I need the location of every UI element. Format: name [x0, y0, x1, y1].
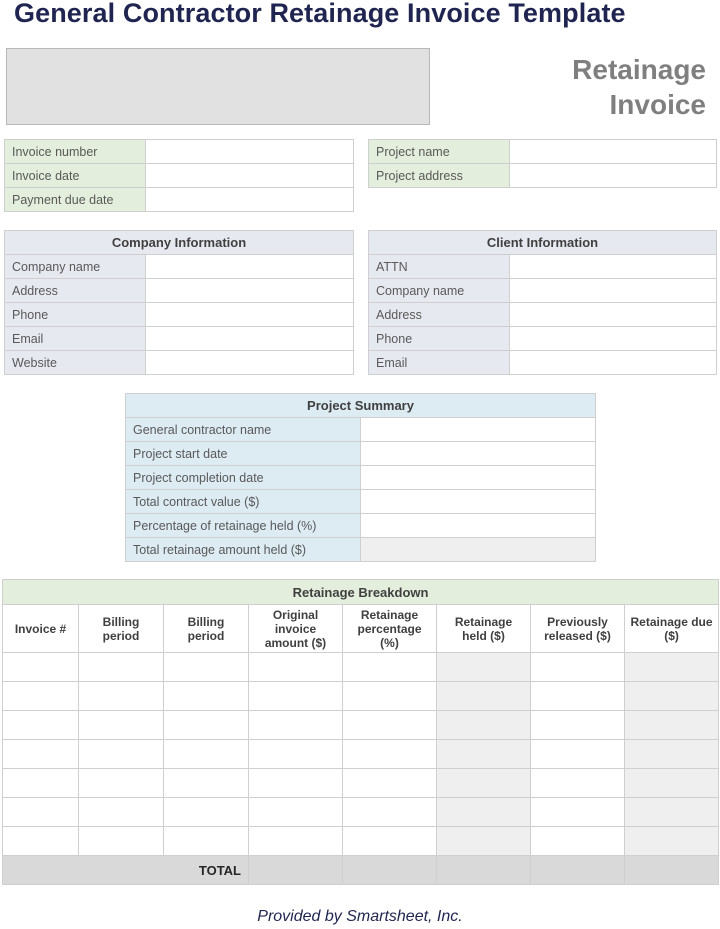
company-address-label: Address	[5, 279, 146, 303]
cell-retainage-percentage[interactable]	[343, 798, 437, 827]
cell-retainage-held	[437, 740, 531, 769]
total-label: TOTAL	[3, 856, 249, 885]
cell-previously-released[interactable]	[531, 769, 625, 798]
cell-previously-released[interactable]	[531, 827, 625, 856]
project-address-label: Project address	[369, 164, 510, 188]
invoice-date-row	[5, 164, 354, 188]
project-start-date-input[interactable]	[361, 442, 596, 466]
client-info-table	[368, 230, 717, 375]
col-retainage-held: Retainage held ($)	[437, 605, 531, 653]
invoice-date-label: Invoice date	[5, 164, 146, 188]
company-name-label: Company name	[5, 255, 146, 279]
document-type-heading	[486, 52, 706, 122]
company-address-input[interactable]	[146, 279, 354, 303]
client-address-input[interactable]	[510, 303, 717, 327]
cell-billing-period-2[interactable]	[164, 653, 249, 682]
cell-previously-released[interactable]	[531, 798, 625, 827]
cell-retainage-due	[625, 740, 719, 769]
client-attn-label: ATTN	[369, 255, 510, 279]
invoice-number-label: Invoice number	[5, 140, 146, 164]
general-contractor-name-label: General contractor name	[126, 418, 361, 442]
table-row	[3, 769, 719, 798]
cell-retainage-percentage[interactable]	[343, 769, 437, 798]
col-original-invoice-amount: Original invoice amount ($)	[249, 605, 343, 653]
cell-retainage-held	[437, 682, 531, 711]
project-name-label: Project name	[369, 140, 510, 164]
project-address-input[interactable]	[510, 164, 717, 188]
cell-billing-period-2[interactable]	[164, 682, 249, 711]
cell-billing-period-2[interactable]	[164, 769, 249, 798]
company-email-input[interactable]	[146, 327, 354, 351]
cell-billing-period-1[interactable]	[79, 740, 164, 769]
cell-previously-released[interactable]	[531, 653, 625, 682]
cell-billing-period-2[interactable]	[164, 798, 249, 827]
cell-original-invoice-amount[interactable]	[249, 711, 343, 740]
cell-invoice-number[interactable]	[3, 827, 79, 856]
client-email-label: Email	[369, 351, 510, 375]
invoice-date-input[interactable]	[146, 164, 354, 188]
project-summary-table	[125, 393, 596, 562]
total-contract-value-label: Total contract value ($)	[126, 490, 361, 514]
retainage-percentage-held-label: Percentage of retainage held (%)	[126, 514, 361, 538]
cell-retainage-due	[625, 653, 719, 682]
table-row	[3, 653, 719, 682]
document-type-line-2: Invoice	[609, 89, 706, 120]
summary-row	[126, 418, 596, 442]
company-website-label: Website	[5, 351, 146, 375]
cell-billing-period-1[interactable]	[79, 798, 164, 827]
retainage-percentage-held-input[interactable]	[361, 514, 596, 538]
col-retainage-percentage: Retainage percentage (%)	[343, 605, 437, 653]
col-retainage-due: Retainage due ($)	[625, 605, 719, 653]
total-previously-released	[531, 856, 625, 885]
table-row	[3, 827, 719, 856]
cell-billing-period-1[interactable]	[79, 769, 164, 798]
client-email-input[interactable]	[510, 351, 717, 375]
cell-retainage-percentage[interactable]	[343, 711, 437, 740]
cell-billing-period-2[interactable]	[164, 827, 249, 856]
project-address-row	[369, 164, 717, 188]
total-retainage-held-label: Total retainage amount held ($)	[126, 538, 361, 562]
total-retainage-due	[625, 856, 719, 885]
client-attn-row	[369, 255, 717, 279]
client-company-name-row	[369, 279, 717, 303]
summary-row	[126, 490, 596, 514]
summary-row	[126, 538, 596, 562]
cell-retainage-held	[437, 798, 531, 827]
col-invoice-number: Invoice #	[3, 605, 79, 653]
total-row	[3, 856, 719, 885]
client-phone-label: Phone	[369, 327, 510, 351]
project-start-date-label: Project start date	[126, 442, 361, 466]
total-retainage-held	[437, 856, 531, 885]
project-completion-date-label: Project completion date	[126, 466, 361, 490]
cell-retainage-percentage[interactable]	[343, 682, 437, 711]
cell-retainage-held	[437, 827, 531, 856]
total-original-invoice-amount	[249, 856, 343, 885]
client-attn-input[interactable]	[510, 255, 717, 279]
project-summary-header: Project Summary	[126, 394, 596, 418]
cell-billing-period-2[interactable]	[164, 740, 249, 769]
client-company-name-input[interactable]	[510, 279, 717, 303]
logo-placeholder[interactable]	[6, 48, 430, 125]
payment-due-date-label: Payment due date	[5, 188, 146, 212]
cell-retainage-due	[625, 682, 719, 711]
summary-row	[126, 442, 596, 466]
summary-row	[126, 466, 596, 490]
cell-original-invoice-amount[interactable]	[249, 769, 343, 798]
cell-invoice-number[interactable]	[3, 711, 79, 740]
document-type-line-1: Retainage	[572, 54, 706, 85]
total-retainage-percentage	[343, 856, 437, 885]
cell-retainage-held	[437, 653, 531, 682]
company-name-row	[5, 255, 354, 279]
col-billing-period-1: Billing period	[79, 605, 164, 653]
footer-credit: Provided by Smartsheet, Inc.	[257, 908, 463, 925]
cell-previously-released[interactable]	[531, 682, 625, 711]
cell-retainage-due	[625, 769, 719, 798]
cell-billing-period-1[interactable]	[79, 711, 164, 740]
cell-retainage-percentage[interactable]	[343, 653, 437, 682]
cell-previously-released[interactable]	[531, 740, 625, 769]
company-phone-input[interactable]	[146, 303, 354, 327]
client-address-label: Address	[369, 303, 510, 327]
page-title: General Contractor Retainage Invoice Template	[14, 0, 626, 28]
summary-row	[126, 514, 596, 538]
col-billing-period-2: Billing period	[164, 605, 249, 653]
total-contract-value-input[interactable]	[361, 490, 596, 514]
table-row	[3, 740, 719, 769]
cell-retainage-due	[625, 827, 719, 856]
cell-retainage-due	[625, 711, 719, 740]
client-info-header: Client Information	[369, 231, 717, 255]
project-info-table	[368, 139, 717, 188]
cell-invoice-number[interactable]	[3, 798, 79, 827]
cell-billing-period-2[interactable]	[164, 711, 249, 740]
payment-due-date-row	[5, 188, 354, 212]
table-row	[3, 711, 719, 740]
cell-retainage-percentage[interactable]	[343, 827, 437, 856]
cell-original-invoice-amount[interactable]	[249, 740, 343, 769]
cell-invoice-number[interactable]	[3, 682, 79, 711]
company-phone-label: Phone	[5, 303, 146, 327]
company-info-table	[4, 230, 354, 375]
invoice-number-row	[5, 140, 354, 164]
cell-billing-period-1[interactable]	[79, 827, 164, 856]
payment-due-date-input[interactable]	[146, 188, 354, 212]
company-phone-row	[5, 303, 354, 327]
company-email-row	[5, 327, 354, 351]
cell-billing-period-1[interactable]	[79, 653, 164, 682]
company-email-label: Email	[5, 327, 146, 351]
cell-invoice-number[interactable]	[3, 740, 79, 769]
cell-original-invoice-amount[interactable]	[249, 798, 343, 827]
cell-billing-period-1[interactable]	[79, 682, 164, 711]
project-completion-date-input[interactable]	[361, 466, 596, 490]
invoice-info-table	[4, 139, 354, 212]
table-row	[3, 798, 719, 827]
client-email-row	[369, 351, 717, 375]
cell-retainage-due	[625, 798, 719, 827]
company-info-header: Company Information	[5, 231, 354, 255]
cell-invoice-number[interactable]	[3, 653, 79, 682]
company-name-input[interactable]	[146, 255, 354, 279]
retainage-breakdown-header: Retainage Breakdown	[3, 580, 719, 605]
cell-original-invoice-amount[interactable]	[249, 827, 343, 856]
company-address-row	[5, 279, 354, 303]
client-phone-input[interactable]	[510, 327, 717, 351]
general-contractor-name-input[interactable]	[361, 418, 596, 442]
cell-previously-released[interactable]	[531, 711, 625, 740]
client-company-name-label: Company name	[369, 279, 510, 303]
company-website-row	[5, 351, 354, 375]
cell-original-invoice-amount[interactable]	[249, 653, 343, 682]
invoice-number-input[interactable]	[146, 140, 354, 164]
total-retainage-held-value	[361, 538, 596, 562]
project-name-row	[369, 140, 717, 164]
cell-retainage-percentage[interactable]	[343, 740, 437, 769]
col-previously-released: Previously released ($)	[531, 605, 625, 653]
project-name-input[interactable]	[510, 140, 717, 164]
cell-retainage-held	[437, 711, 531, 740]
cell-retainage-held	[437, 769, 531, 798]
cell-original-invoice-amount[interactable]	[249, 682, 343, 711]
retainage-breakdown-table	[2, 579, 719, 885]
client-address-row	[369, 303, 717, 327]
cell-invoice-number[interactable]	[3, 769, 79, 798]
company-website-input[interactable]	[146, 351, 354, 375]
table-row	[3, 682, 719, 711]
client-phone-row	[369, 327, 717, 351]
